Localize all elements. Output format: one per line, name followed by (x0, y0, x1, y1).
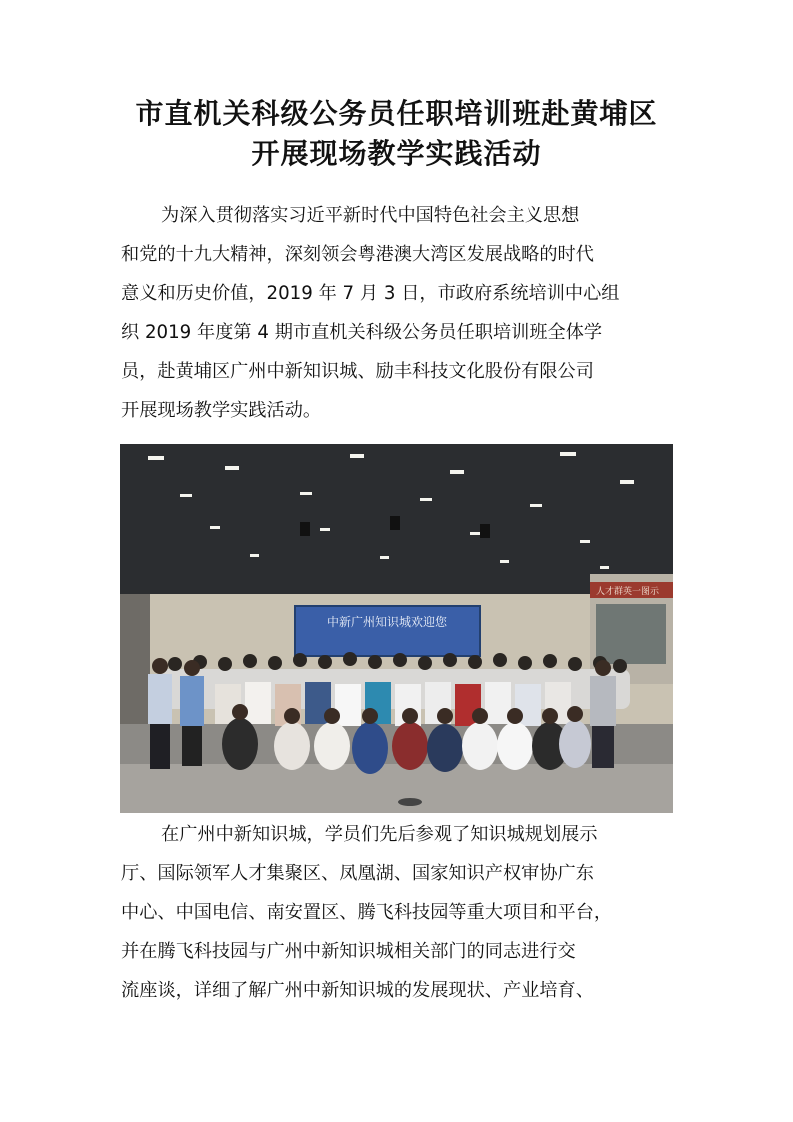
paragraph-line: 中心、中国电信、南安置区、腾飞科技园等重大项目和平台， (121, 902, 613, 923)
paragraph-line: 开展现场教学实践活动。 (121, 400, 322, 421)
paragraph-line: 为深入贯彻落实习近平新时代中国特色社会主义思想 (161, 205, 580, 226)
paragraph-line: 厅、国际领军人才集聚区、凤凰湖、国家知识产权审协广东 (121, 863, 594, 884)
group-photo (120, 444, 673, 813)
paragraph-visit (121, 815, 673, 1010)
paragraph-line: 在广州中新知识城，学员们先后参观了知识城规划展示 (161, 824, 598, 845)
paragraph-line: 意义和历史价值，2019 年 7 月 3 日，市政府系统培训中心组 (121, 283, 620, 304)
title-line-1: 市直机关科级公务员任职培训班赴黄埔区 (135, 97, 658, 130)
paragraph-intro (121, 196, 673, 430)
banner-text: 中新广州知识城欢迎您 (326, 615, 448, 629)
right-wall-text: 人才群英一图示 (596, 587, 660, 597)
paragraph-line: 并在腾飞科技园与广州中新知识城相关部门的同志进行交 (121, 941, 576, 962)
article-title (100, 94, 693, 174)
paragraph-line: 员，赴黄埔区广州中新知识城、励丰科技文化股份有限公司 (121, 361, 594, 382)
paragraph-line: 流座谈，详细了解广州中新知识城的发展现状、产业培育、 (121, 980, 594, 1001)
paragraph-line: 和党的十九大精神，深刻领会粤港澳大湾区发展战略的时代 (121, 244, 594, 265)
title-line-2: 开展现场教学实践活动 (251, 137, 542, 170)
paragraph-line: 织 2019 年度第 4 期市直机关科级公务员任职培训班全体学 (121, 322, 603, 343)
